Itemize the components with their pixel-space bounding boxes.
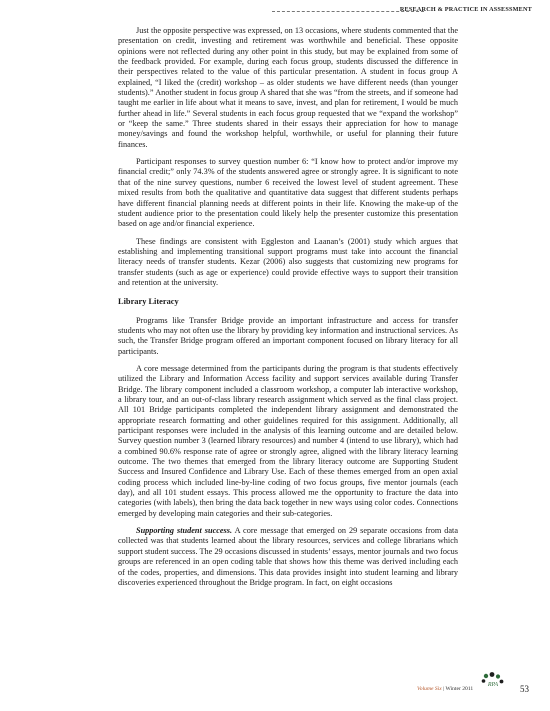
paragraph-supporting-success <box>118 526 458 588</box>
paragraph-survey-question-6: Participant responses to survey question number 6: “I know how to protect and/or improve my financial credit;” only 74.3% of the students answered agree or strongly agree. It is significant to note that of the nine survey questions, number 6 received the lowest level of student agreement. These mixed results from both the qualitative and quantitative data suggest that different students perhaps have different financial planning needs at different points in their life. Knowing the make-up of the student audience prior to the presentation could likely help the presenter customize this presentation based on age and/or financial experience. <box>118 157 458 229</box>
logo-text: RPA <box>487 682 499 688</box>
paragraph-findings-consistent: These findings are consistent with Eggleston and Laanan’s (2001) study which argues that establishing and implementing transitional support programs must take into account the financial literacy needs of transfer students. Kezar (2006) also suggests that customizing new programs for transfer students (such as age or experience) could provide effective ways to support their transition and retention at the university. <box>118 236 458 287</box>
footer-issue: | Winter 2011 <box>441 686 474 692</box>
paragraph-transfer-bridge: Programs like Transfer Bridge provide an important infrastructure and access for transfer students who may not often use the library by providing key information and instructional services. As such, the Transfer Bridge program offered an important component focused on library literacy for all participants. <box>118 315 458 356</box>
paragraph-credit-perspective: Just the opposite perspective was expressed, on 13 occasions, where students commented that the presentation on credit, investing and retirement was worthwhile and beneficial. These opposite opinions were not reflected during any other point in this study, but may be explained from some of the feedback provided. For example, during each focus group, students discussed the difference in their perspectives related to the value of this particular presentation. A student in focus group A explained, “I liked the (credit) workshop – as older students we have different needs (than younger students).” Another student in focus group A shared that she was “from the streets, and if someone had taught me earlier in life about what it means to save, invest, and plan for retirement, I would be much further ahead in life.” Several students in each focus group requested that we “expand the workshop” or “keep the same.” Three students shared in their essays their appreciation for how to manage money/savings and found the workshop helpful, worthwhile, or useful for planning their future finances. <box>118 26 458 149</box>
page-footer <box>417 686 473 692</box>
run-in-heading-supporting-success: Supporting student success. <box>136 526 233 536</box>
section-heading-library-literacy: Library Literacy <box>118 297 179 307</box>
article-body <box>118 26 458 595</box>
paragraph-core-message: A core message determined from the participants during the program is that students effectively utilized the Library and Information Access facility and support services available during Transfer Bridge. The library component included a classroom workshop, a computer lab interactive workshop, a library tour, and an out-of-class library research assignment which served as the final class project. All 101 Bridge participants completed the independent library assignment and demonstrated the appropriate research formatting and other guidelines required for this assignment. Additionally, all participant responses were included in the analysis of this learning outcome and are detailed below. Survey question number 3 (learned library resources) and number 4 (intend to use library), which had a combined 90.6% response rate of agree or strongly agree, aligned with the library literacy learning outcome. The two themes that emerged from the library literacy outcome are Supporting Student Success and Insured Confidence and Library Use. Each of these themes emerged from an open axial coding process which included line-by-line coding of two focus groups, five mentor journals (each day), and all 101 student essays. This process allowed me the opportunity to fracture the data into categories (with labels), then bring the data back together in new ways using color codes. Connections emerged by developing main categories and their sub-categories. <box>118 363 458 518</box>
paragraph-supporting-success-text: A core message that emerged on 29 separate occasions from data collected was that students learned about the library resources, services and college librarians which support student success. The 29 occasions discussed in students’ essays, mentor journals and two focus groups are referenced in an open coding table that shows how this theme was derived including each of the codes, properties, and dimensions. This data provides insight into student learning and library discoveries experienced throughout the Bridge program. In fact, on eight occasions <box>118 526 458 587</box>
rpa-logo-icon <box>480 672 506 694</box>
page-number: 53 <box>520 684 529 694</box>
footer-volume: Volume Six <box>417 686 442 692</box>
running-header: RESEARCH & PRACTICE IN ASSESSMENT <box>399 6 532 13</box>
